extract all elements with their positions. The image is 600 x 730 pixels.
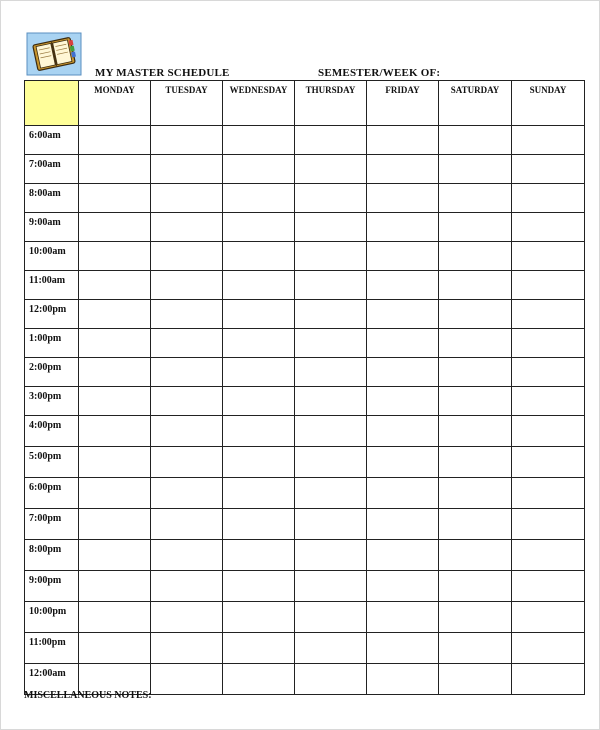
schedule-cell[interactable] bbox=[223, 300, 295, 329]
schedule-cell[interactable] bbox=[295, 358, 367, 387]
schedule-cell[interactable] bbox=[295, 126, 367, 155]
day-header-thursday: THURSDAY bbox=[295, 81, 367, 126]
day-header-saturday: SATURDAY bbox=[439, 81, 512, 126]
schedule-cell[interactable] bbox=[151, 358, 223, 387]
schedule-cell[interactable] bbox=[367, 271, 439, 300]
day-header-row bbox=[25, 81, 585, 126]
schedule-cell[interactable] bbox=[79, 329, 151, 358]
schedule-cell[interactable] bbox=[79, 184, 151, 213]
time-row bbox=[25, 300, 585, 329]
schedule-cell[interactable] bbox=[295, 242, 367, 271]
schedule-cell[interactable] bbox=[367, 358, 439, 387]
schedule-cell[interactable] bbox=[439, 184, 512, 213]
time-row bbox=[25, 447, 585, 478]
schedule-cell[interactable] bbox=[151, 416, 223, 447]
schedule-cell[interactable] bbox=[439, 358, 512, 387]
schedule-cell[interactable] bbox=[295, 633, 367, 664]
schedule-cell[interactable] bbox=[367, 509, 439, 540]
schedule-cell[interactable] bbox=[79, 155, 151, 184]
schedule-cell[interactable] bbox=[223, 509, 295, 540]
schedule-cell[interactable] bbox=[151, 329, 223, 358]
schedule-cell[interactable] bbox=[295, 540, 367, 571]
schedule-cell[interactable] bbox=[295, 416, 367, 447]
schedule-cell[interactable] bbox=[367, 478, 439, 509]
day-header-friday: FRIDAY bbox=[367, 81, 439, 126]
schedule-cell[interactable] bbox=[223, 447, 295, 478]
schedule-cell[interactable] bbox=[295, 329, 367, 358]
schedule-cell[interactable] bbox=[367, 329, 439, 358]
schedule-cell[interactable] bbox=[512, 271, 585, 300]
time-label: 6:00pm bbox=[25, 478, 79, 509]
planner-book-icon bbox=[26, 32, 82, 76]
time-label: 12:00am bbox=[25, 664, 79, 695]
schedule-cell[interactable] bbox=[79, 633, 151, 664]
time-label: 2:00pm bbox=[25, 358, 79, 387]
schedule-cell[interactable] bbox=[295, 571, 367, 602]
schedule-cell[interactable] bbox=[439, 571, 512, 602]
schedule-cell[interactable] bbox=[223, 540, 295, 571]
schedule-cell[interactable] bbox=[223, 155, 295, 184]
time-label: 1:00pm bbox=[25, 329, 79, 358]
schedule-cell[interactable] bbox=[151, 478, 223, 509]
schedule-cell[interactable] bbox=[79, 571, 151, 602]
schedule-cell[interactable] bbox=[367, 184, 439, 213]
schedule-cell[interactable] bbox=[439, 664, 512, 695]
schedule-cell[interactable] bbox=[79, 509, 151, 540]
schedule-cell[interactable] bbox=[223, 126, 295, 155]
schedule-cell[interactable] bbox=[223, 213, 295, 242]
day-header-monday: MONDAY bbox=[79, 81, 151, 126]
schedule-cell[interactable] bbox=[151, 155, 223, 184]
schedule-cell[interactable] bbox=[79, 540, 151, 571]
schedule-cell[interactable] bbox=[512, 540, 585, 571]
schedule-cell[interactable] bbox=[367, 242, 439, 271]
time-label: 9:00pm bbox=[25, 571, 79, 602]
schedule-body bbox=[25, 126, 585, 695]
time-label: 7:00pm bbox=[25, 509, 79, 540]
time-row bbox=[25, 416, 585, 447]
schedule-cell[interactable] bbox=[151, 571, 223, 602]
schedule-cell[interactable] bbox=[367, 387, 439, 416]
time-row bbox=[25, 213, 585, 242]
schedule-cell[interactable] bbox=[367, 126, 439, 155]
time-row bbox=[25, 602, 585, 633]
schedule-cell[interactable] bbox=[295, 184, 367, 213]
time-row bbox=[25, 478, 585, 509]
time-row bbox=[25, 155, 585, 184]
schedule-cell[interactable] bbox=[439, 633, 512, 664]
schedule-cell[interactable] bbox=[439, 300, 512, 329]
schedule-cell[interactable] bbox=[439, 416, 512, 447]
time-label: 6:00am bbox=[25, 126, 79, 155]
schedule-cell[interactable] bbox=[79, 213, 151, 242]
schedule-cell[interactable] bbox=[295, 387, 367, 416]
schedule-cell[interactable] bbox=[223, 329, 295, 358]
schedule-cell[interactable] bbox=[439, 387, 512, 416]
schedule-cell[interactable] bbox=[79, 358, 151, 387]
schedule-cell[interactable] bbox=[439, 509, 512, 540]
schedule-cell[interactable] bbox=[151, 664, 223, 695]
schedule-cell[interactable] bbox=[512, 664, 585, 695]
time-row bbox=[25, 329, 585, 358]
time-row bbox=[25, 126, 585, 155]
schedule-cell[interactable] bbox=[512, 126, 585, 155]
schedule-cell[interactable] bbox=[512, 387, 585, 416]
schedule-cell[interactable] bbox=[439, 602, 512, 633]
day-header-wednesday: WEDNESDAY bbox=[223, 81, 295, 126]
schedule-cell[interactable] bbox=[439, 329, 512, 358]
schedule-cell[interactable] bbox=[79, 447, 151, 478]
schedule-cell[interactable] bbox=[79, 271, 151, 300]
time-row bbox=[25, 540, 585, 571]
schedule-cell[interactable] bbox=[439, 271, 512, 300]
time-row bbox=[25, 242, 585, 271]
schedule-cell[interactable] bbox=[367, 213, 439, 242]
schedule-cell[interactable] bbox=[223, 664, 295, 695]
semester-week-label: SEMESTER/WEEK OF: bbox=[318, 67, 441, 79]
schedule-cell[interactable] bbox=[79, 387, 151, 416]
schedule-cell[interactable] bbox=[512, 602, 585, 633]
schedule-title: MY MASTER SCHEDULE bbox=[95, 67, 230, 79]
time-row bbox=[25, 184, 585, 213]
schedule-cell[interactable] bbox=[367, 300, 439, 329]
time-label: 3:00pm bbox=[25, 387, 79, 416]
schedule-cell[interactable] bbox=[79, 300, 151, 329]
schedule-cell[interactable] bbox=[367, 155, 439, 184]
schedule-cell[interactable] bbox=[512, 571, 585, 602]
schedule-cell[interactable] bbox=[223, 358, 295, 387]
schedule-cell[interactable] bbox=[79, 478, 151, 509]
schedule-cell[interactable] bbox=[79, 416, 151, 447]
time-label: 10:00am bbox=[25, 242, 79, 271]
misc-notes-label: MISCELLANEOUS NOTES: bbox=[24, 690, 152, 701]
schedule-cell[interactable] bbox=[512, 416, 585, 447]
time-label: 7:00am bbox=[25, 155, 79, 184]
schedule-cell[interactable] bbox=[151, 242, 223, 271]
schedule-cell[interactable] bbox=[512, 184, 585, 213]
schedule-cell[interactable] bbox=[151, 213, 223, 242]
schedule-cell[interactable] bbox=[367, 571, 439, 602]
schedule-cell[interactable] bbox=[512, 478, 585, 509]
schedule-cell[interactable] bbox=[223, 387, 295, 416]
schedule-cell[interactable] bbox=[512, 329, 585, 358]
schedule-cell[interactable] bbox=[512, 633, 585, 664]
schedule-cell[interactable] bbox=[367, 540, 439, 571]
time-label: 11:00pm bbox=[25, 633, 79, 664]
schedule-cell[interactable] bbox=[223, 184, 295, 213]
schedule-cell[interactable] bbox=[512, 509, 585, 540]
schedule-cell[interactable] bbox=[439, 447, 512, 478]
time-label: 12:00pm bbox=[25, 300, 79, 329]
schedule-cell[interactable] bbox=[439, 126, 512, 155]
schedule-cell[interactable] bbox=[439, 478, 512, 509]
schedule-cell[interactable] bbox=[367, 447, 439, 478]
schedule-cell[interactable] bbox=[79, 602, 151, 633]
time-row bbox=[25, 387, 585, 416]
schedule-cell[interactable] bbox=[223, 602, 295, 633]
schedule-cell[interactable] bbox=[223, 571, 295, 602]
schedule-cell[interactable] bbox=[295, 664, 367, 695]
schedule-cell[interactable] bbox=[151, 509, 223, 540]
schedule-cell[interactable] bbox=[295, 155, 367, 184]
schedule-cell[interactable] bbox=[223, 478, 295, 509]
schedule-table bbox=[24, 80, 585, 695]
schedule-cell[interactable] bbox=[79, 126, 151, 155]
schedule-cell[interactable] bbox=[367, 633, 439, 664]
time-row bbox=[25, 358, 585, 387]
schedule-cell[interactable] bbox=[223, 242, 295, 271]
time-label: 10:00pm bbox=[25, 602, 79, 633]
schedule-cell[interactable] bbox=[439, 155, 512, 184]
time-row bbox=[25, 571, 585, 602]
schedule-cell[interactable] bbox=[439, 213, 512, 242]
schedule-cell[interactable] bbox=[512, 358, 585, 387]
schedule-cell[interactable] bbox=[512, 447, 585, 478]
schedule-cell[interactable] bbox=[295, 602, 367, 633]
time-label: 9:00am bbox=[25, 213, 79, 242]
schedule-cell[interactable] bbox=[439, 242, 512, 271]
time-row bbox=[25, 271, 585, 300]
day-header-tuesday: TUESDAY bbox=[151, 81, 223, 126]
schedule-cell[interactable] bbox=[295, 478, 367, 509]
schedule-cell[interactable] bbox=[295, 213, 367, 242]
schedule-cell[interactable] bbox=[512, 213, 585, 242]
schedule-cell[interactable] bbox=[512, 242, 585, 271]
schedule-cell[interactable] bbox=[439, 540, 512, 571]
schedule-cell[interactable] bbox=[151, 540, 223, 571]
schedule-cell[interactable] bbox=[79, 242, 151, 271]
schedule-cell[interactable] bbox=[295, 271, 367, 300]
time-row bbox=[25, 509, 585, 540]
corner-cell bbox=[25, 81, 79, 126]
schedule-cell[interactable] bbox=[151, 271, 223, 300]
schedule-cell[interactable] bbox=[295, 300, 367, 329]
schedule-cell[interactable] bbox=[151, 387, 223, 416]
schedule-cell[interactable] bbox=[367, 602, 439, 633]
schedule-cell[interactable] bbox=[151, 126, 223, 155]
time-label: 8:00am bbox=[25, 184, 79, 213]
schedule-cell[interactable] bbox=[295, 447, 367, 478]
schedule-cell[interactable] bbox=[223, 633, 295, 664]
time-label: 4:00pm bbox=[25, 416, 79, 447]
time-row bbox=[25, 633, 585, 664]
time-label: 8:00pm bbox=[25, 540, 79, 571]
schedule-cell[interactable] bbox=[151, 633, 223, 664]
day-header-sunday: SUNDAY bbox=[512, 81, 585, 126]
schedule-cell[interactable] bbox=[223, 271, 295, 300]
time-label: 5:00pm bbox=[25, 447, 79, 478]
schedule-cell[interactable] bbox=[295, 509, 367, 540]
schedule-cell[interactable] bbox=[512, 300, 585, 329]
schedule-cell[interactable] bbox=[512, 155, 585, 184]
time-label: 11:00am bbox=[25, 271, 79, 300]
schedule-cell[interactable] bbox=[367, 664, 439, 695]
schedule-cell[interactable] bbox=[151, 300, 223, 329]
schedule-cell[interactable] bbox=[151, 447, 223, 478]
schedule-cell[interactable] bbox=[151, 602, 223, 633]
schedule-cell[interactable] bbox=[367, 416, 439, 447]
schedule-cell[interactable] bbox=[151, 184, 223, 213]
schedule-cell[interactable] bbox=[223, 416, 295, 447]
